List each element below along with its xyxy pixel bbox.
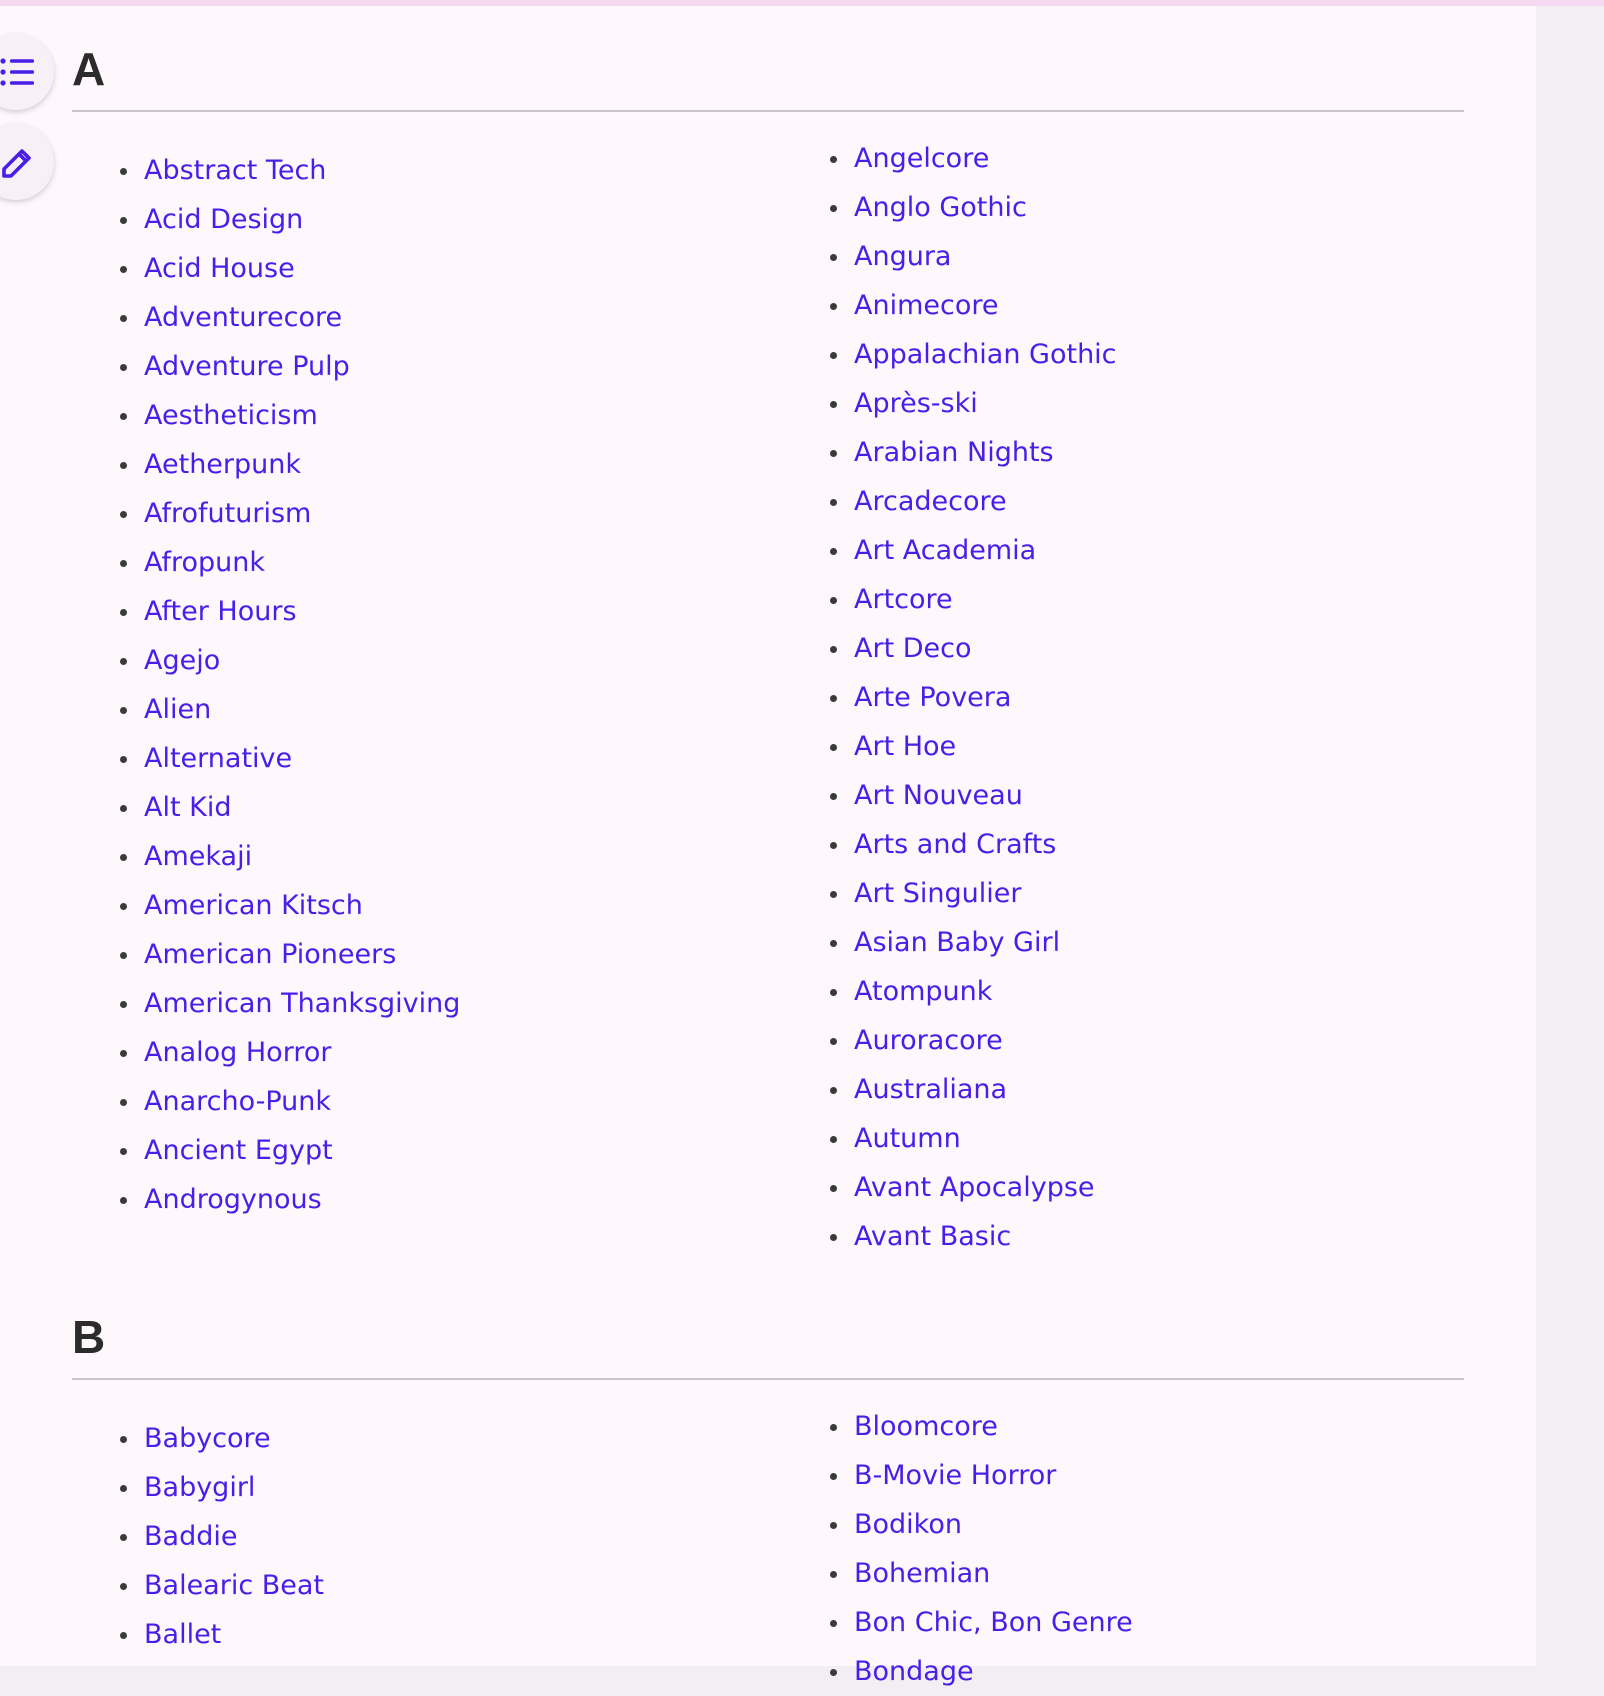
list-item	[782, 379, 1117, 428]
aesthetic-link[interactable]: Art Hoe	[854, 731, 957, 762]
list-item	[782, 1647, 1133, 1696]
list-item	[72, 979, 460, 1028]
list-item	[72, 489, 460, 538]
list-item	[72, 1028, 460, 1077]
section-heading: A	[72, 43, 106, 95]
list-item	[782, 624, 1117, 673]
aesthetic-link[interactable]: Baddie	[144, 1521, 238, 1552]
list-item	[72, 1512, 324, 1561]
right-gutter	[1536, 6, 1604, 1666]
list-item	[72, 685, 460, 734]
list-item	[782, 771, 1117, 820]
list-item	[782, 1065, 1117, 1114]
aesthetic-link[interactable]: Art Nouveau	[854, 780, 1023, 811]
aesthetic-link[interactable]: Art Academia	[854, 535, 1037, 566]
list-item	[782, 1402, 1133, 1451]
list-item	[72, 734, 460, 783]
edit-button[interactable]	[0, 124, 54, 200]
aesthetic-link[interactable]: Anarcho-Punk	[144, 1086, 332, 1117]
list-item	[782, 722, 1117, 771]
list-item	[782, 1016, 1117, 1065]
aesthetic-link[interactable]: Alt Kid	[144, 792, 232, 823]
aesthetic-link[interactable]: Art Singulier	[854, 878, 1022, 909]
list-item	[72, 1077, 460, 1126]
aesthetic-link[interactable]: American Pioneers	[144, 939, 397, 970]
section-divider	[72, 110, 1464, 112]
right-column-list	[782, 134, 1117, 1261]
list-item	[72, 391, 460, 440]
table-of-contents-button[interactable]	[0, 34, 54, 110]
aesthetic-link[interactable]: Balearic Beat	[144, 1570, 325, 1601]
aesthetic-link[interactable]: Avant Basic	[854, 1221, 1012, 1252]
list-item	[782, 281, 1117, 330]
list-item	[782, 1500, 1133, 1549]
aesthetic-link[interactable]: Angelcore	[854, 143, 990, 174]
list-item	[782, 183, 1117, 232]
aesthetic-link[interactable]: Bohemian	[854, 1558, 991, 1589]
left-column-list	[72, 1414, 324, 1659]
list-item	[782, 1163, 1117, 1212]
list-item	[72, 146, 460, 195]
aesthetic-link[interactable]: Afrofuturism	[144, 498, 312, 529]
aesthetic-link[interactable]: After Hours	[144, 596, 297, 627]
aesthetic-link[interactable]: Artcore	[854, 584, 953, 615]
aesthetic-link[interactable]: Bon Chic, Bon Genre	[854, 1607, 1133, 1638]
aesthetic-link[interactable]: Arcadecore	[854, 486, 1007, 517]
right-column-list	[782, 1402, 1133, 1696]
list-item	[72, 342, 460, 391]
aesthetic-link[interactable]: Bondage	[854, 1656, 974, 1687]
list-item	[72, 881, 460, 930]
list-item	[72, 1610, 324, 1659]
aesthetic-link[interactable]: Aestheticism	[144, 400, 318, 431]
list-item	[782, 918, 1117, 967]
list-icon	[0, 57, 36, 87]
list-item	[72, 636, 460, 685]
aesthetic-link[interactable]: Adventure Pulp	[144, 351, 350, 382]
list-item	[782, 1598, 1133, 1647]
list-item	[782, 820, 1117, 869]
aesthetic-link[interactable]: American Kitsch	[144, 890, 363, 921]
aesthetic-link[interactable]: Arte Povera	[854, 682, 1012, 713]
list-item	[72, 783, 460, 832]
aesthetic-link[interactable]: Ancient Egypt	[144, 1135, 333, 1166]
list-item	[72, 930, 460, 979]
aesthetic-link[interactable]: Art Deco	[854, 633, 972, 664]
list-item	[782, 869, 1117, 918]
list-item	[782, 673, 1117, 722]
aesthetic-link[interactable]: Amekaji	[144, 841, 253, 872]
aesthetic-link[interactable]: Autumn	[854, 1123, 961, 1154]
aesthetic-link[interactable]: Afropunk	[144, 547, 266, 578]
aesthetic-link[interactable]: Babygirl	[144, 1472, 256, 1503]
section-a	[72, 43, 1464, 1252]
list-item	[782, 330, 1117, 379]
list-item	[782, 575, 1117, 624]
list-item	[72, 832, 460, 881]
aesthetic-link[interactable]: Ballet	[144, 1619, 222, 1650]
aesthetic-link[interactable]: B-Movie Horror	[854, 1460, 1057, 1491]
list-item	[782, 1549, 1133, 1598]
aesthetic-link[interactable]: Aetherpunk	[144, 449, 302, 480]
aesthetic-link[interactable]: Bloomcore	[854, 1411, 998, 1442]
list-item	[72, 1414, 324, 1463]
aesthetic-link[interactable]: Atompunk	[854, 976, 993, 1007]
aesthetic-link[interactable]: Babycore	[144, 1423, 271, 1454]
list-item	[782, 967, 1117, 1016]
aesthetic-link[interactable]: Agejo	[144, 645, 221, 676]
list-item	[782, 526, 1117, 575]
list-item	[72, 1175, 460, 1224]
aesthetic-link[interactable]: Appalachian Gothic	[854, 339, 1117, 370]
page-content	[0, 6, 1536, 1687]
section-b	[72, 1311, 1464, 1687]
aesthetic-link[interactable]: American Thanksgiving	[144, 988, 461, 1019]
aesthetic-link[interactable]: Acid House	[144, 253, 295, 284]
list-item	[782, 1212, 1117, 1261]
aesthetic-link[interactable]: Analog Horror	[144, 1037, 332, 1068]
list-item	[72, 1561, 324, 1610]
aesthetic-link[interactable]: Animecore	[854, 290, 999, 321]
list-item	[782, 134, 1117, 183]
aesthetic-link[interactable]: Asian Baby Girl	[854, 927, 1061, 958]
list-item	[72, 195, 460, 244]
list-item	[72, 1463, 324, 1512]
list-item	[72, 244, 460, 293]
list-item	[72, 587, 460, 636]
aesthetic-link[interactable]: Angura	[854, 241, 952, 272]
section-heading: B	[72, 1311, 106, 1363]
aesthetic-link[interactable]: Alternative	[144, 743, 293, 774]
pencil-icon	[0, 143, 36, 181]
aesthetic-link[interactable]: Acid Design	[144, 204, 304, 235]
aesthetic-link[interactable]: Arts and Crafts	[854, 829, 1057, 860]
aesthetic-link[interactable]: Après-ski	[854, 388, 978, 419]
aesthetic-link[interactable]: Arabian Nights	[854, 437, 1054, 468]
section-divider	[72, 1378, 1464, 1380]
aesthetic-link[interactable]: Avant Apocalypse	[854, 1172, 1095, 1203]
list-item	[782, 477, 1117, 526]
left-column-list	[72, 146, 460, 1224]
aesthetic-link[interactable]: Bodikon	[854, 1509, 962, 1540]
list-item	[782, 232, 1117, 281]
list-item	[72, 538, 460, 587]
list-item	[72, 1126, 460, 1175]
aesthetic-link[interactable]: Anglo Gothic	[854, 192, 1027, 223]
list-item	[782, 428, 1117, 477]
list-item	[72, 293, 460, 342]
aesthetic-link[interactable]: Alien	[144, 694, 212, 725]
list-item	[782, 1451, 1133, 1500]
list-item	[72, 440, 460, 489]
list-item	[782, 1114, 1117, 1163]
aesthetic-link[interactable]: Australiana	[854, 1074, 1008, 1105]
aesthetic-link[interactable]: Abstract Tech	[144, 155, 327, 186]
aesthetic-link[interactable]: Androgynous	[144, 1184, 322, 1215]
aesthetic-link[interactable]: Adventurecore	[144, 302, 343, 333]
aesthetic-link[interactable]: Auroracore	[854, 1025, 1003, 1056]
